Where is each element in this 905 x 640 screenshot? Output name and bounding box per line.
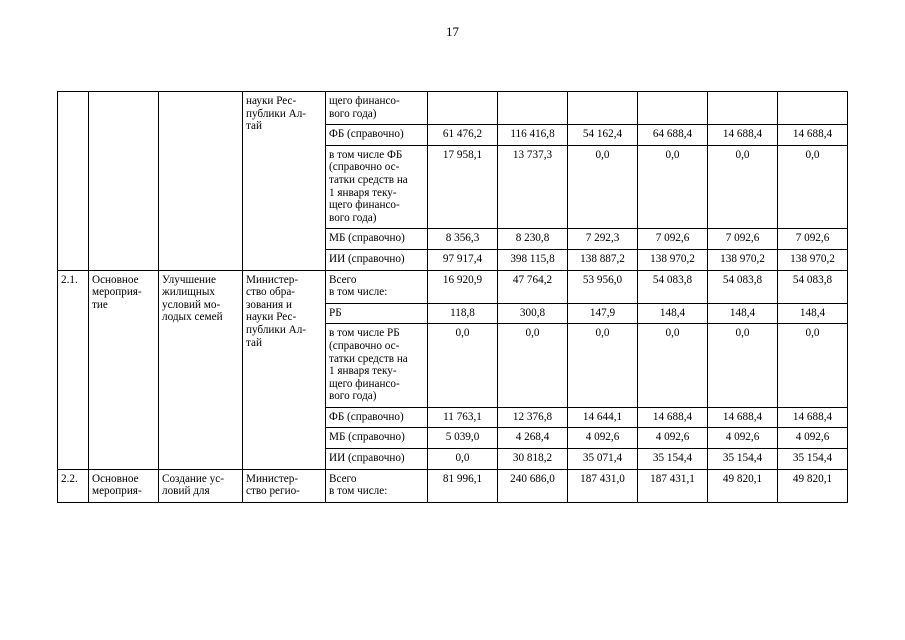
funding-source-cell-line: в том числе РБ	[329, 327, 400, 340]
executor-cell-line: публики Ал-	[246, 107, 307, 120]
activity-name-cell-line: ловий для	[162, 485, 210, 498]
value-cell: 398 115,8	[498, 249, 568, 270]
activity-type-cell-line: Основное	[92, 472, 139, 485]
activity-name-cell	[159, 270, 243, 469]
funding-source-cell	[326, 469, 428, 502]
executor-cell	[243, 92, 326, 271]
funding-source-cell-line: (справочно ос-	[329, 339, 400, 352]
executor-cell-line: публики Ал-	[246, 323, 307, 336]
value-cell: 14 644,1	[568, 407, 638, 428]
funding-source-cell-line: щего финансо-	[329, 199, 400, 212]
value-cell: 138 887,2	[568, 249, 638, 270]
value-cell: 0,0	[778, 324, 848, 408]
value-cell: 0,0	[568, 145, 638, 229]
activity-name-cell-line: жилищных	[162, 286, 215, 299]
value-cell: 7 092,6	[638, 229, 708, 250]
value-cell: 4 268,4	[498, 428, 568, 449]
executor-cell-line: зования и	[246, 298, 292, 311]
value-cell: 138 970,2	[708, 249, 778, 270]
value-cell: 147,9	[568, 303, 638, 324]
value-cell: 11 763,1	[428, 407, 498, 428]
executor-cell-line: науки Рес-	[246, 95, 297, 107]
value-cell: 0,0	[428, 324, 498, 408]
value-cell: 138 970,2	[638, 249, 708, 270]
funding-source-cell	[326, 125, 428, 146]
table-row	[58, 469, 848, 502]
value-cell: 0,0	[498, 324, 568, 408]
value-cell: 0,0	[638, 145, 708, 229]
value-cell: 148,4	[778, 303, 848, 324]
row-number-cell	[58, 92, 89, 271]
value-cell: 187 431,0	[568, 469, 638, 502]
value-cell: 7 292,3	[568, 229, 638, 250]
value-cell: 0,0	[638, 324, 708, 408]
value-cell: 240 686,0	[498, 469, 568, 502]
table-row	[58, 92, 848, 125]
activity-name-cell	[159, 469, 243, 502]
funding-source-cell	[326, 407, 428, 428]
value-cell	[568, 92, 638, 125]
value-cell: 4 092,6	[778, 428, 848, 449]
value-cell	[638, 92, 708, 125]
value-cell: 97 917,4	[428, 249, 498, 270]
executor-cell-line: ство регио-	[246, 485, 300, 498]
value-cell: 0,0	[568, 324, 638, 408]
value-cell: 54 083,8	[778, 270, 848, 303]
funding-source-cell-line: (справочно ос-	[329, 161, 400, 174]
funding-source-cell-line: в том числе ФБ	[329, 148, 403, 161]
value-cell: 47 764,2	[498, 270, 568, 303]
value-cell: 118,8	[428, 303, 498, 324]
value-cell: 8 230,8	[498, 229, 568, 250]
funding-source-cell-line: вого года)	[329, 107, 377, 120]
value-cell: 35 154,4	[778, 449, 848, 470]
value-cell	[428, 92, 498, 125]
funding-source-cell-line: ИИ (справочно)	[329, 252, 405, 265]
executor-cell-line: тай	[246, 336, 262, 349]
executor-cell-line: Министер-	[246, 472, 299, 485]
value-cell: 187 431,1	[638, 469, 708, 502]
value-cell: 8 356,3	[428, 229, 498, 250]
value-cell: 13 737,3	[498, 145, 568, 229]
value-cell	[778, 92, 848, 125]
value-cell: 81 996,1	[428, 469, 498, 502]
budget-table	[57, 91, 848, 503]
value-cell: 4 092,6	[638, 428, 708, 449]
value-cell: 0,0	[778, 145, 848, 229]
funding-source-cell	[326, 428, 428, 449]
value-cell: 7 092,6	[708, 229, 778, 250]
funding-source-cell-line: в том числе:	[329, 286, 388, 299]
value-cell: 61 476,2	[428, 125, 498, 146]
value-cell: 49 820,1	[708, 469, 778, 502]
funding-source-cell-line: ИИ (справочно)	[329, 452, 405, 465]
value-cell: 14 688,4	[778, 407, 848, 428]
value-cell: 35 071,4	[568, 449, 638, 470]
executor-cell-line: Министер-	[246, 273, 299, 286]
value-cell: 30 818,2	[498, 449, 568, 470]
value-cell: 4 092,6	[568, 428, 638, 449]
value-cell: 64 688,4	[638, 125, 708, 146]
funding-source-cell	[326, 249, 428, 270]
activity-name-cell-line: Создание ус-	[162, 472, 224, 485]
activity-name-cell-line: Улучшение	[162, 273, 216, 286]
value-cell: 54 083,8	[638, 270, 708, 303]
activity-type-cell-line: мероприя-	[92, 485, 142, 498]
row-number-cell: 2.1.	[58, 270, 89, 469]
funding-source-cell-line: МБ (справочно)	[329, 232, 405, 245]
funding-source-cell-line: щего финансо-	[329, 95, 400, 107]
value-cell	[498, 92, 568, 125]
funding-source-cell-line: ФБ (справочно)	[329, 128, 404, 141]
funding-source-cell	[326, 229, 428, 250]
value-cell: 0,0	[428, 449, 498, 470]
value-cell: 14 688,4	[708, 125, 778, 146]
activity-type-cell-line: мероприя-	[92, 286, 142, 299]
value-cell: 49 820,1	[778, 469, 848, 502]
funding-source-cell-line: вого года)	[329, 211, 377, 224]
activity-type-cell	[89, 469, 159, 502]
executor-cell-line: тай	[246, 120, 262, 133]
activity-name-cell	[159, 92, 243, 271]
funding-source-cell	[326, 92, 428, 125]
funding-source-cell	[326, 324, 428, 408]
funding-source-cell-line: татки средств на	[329, 352, 408, 365]
value-cell: 35 154,4	[638, 449, 708, 470]
activity-type-cell-line: тие	[92, 298, 108, 311]
funding-source-cell-line: 1 января теку-	[329, 186, 397, 199]
funding-source-cell-line: Всего	[329, 472, 357, 485]
value-cell: 14 688,4	[778, 125, 848, 146]
executor-cell-line: ство обра-	[246, 286, 296, 299]
funding-source-cell-line: РБ	[329, 306, 342, 319]
value-cell: 54 162,4	[568, 125, 638, 146]
value-cell: 300,8	[498, 303, 568, 324]
value-cell: 54 083,8	[708, 270, 778, 303]
value-cell: 12 376,8	[498, 407, 568, 428]
value-cell: 16 920,9	[428, 270, 498, 303]
budget-table-body	[58, 92, 848, 503]
page-number: 17	[446, 24, 459, 39]
executor-cell	[243, 270, 326, 469]
value-cell: 0,0	[708, 324, 778, 408]
executor-cell	[243, 469, 326, 502]
value-cell: 5 039,0	[428, 428, 498, 449]
value-cell	[708, 92, 778, 125]
funding-source-cell-line: вого года)	[329, 390, 377, 403]
funding-source-cell	[326, 449, 428, 470]
funding-source-cell-line: в том числе:	[329, 485, 388, 498]
value-cell: 7 092,6	[778, 229, 848, 250]
funding-source-cell	[326, 270, 428, 303]
value-cell: 14 688,4	[708, 407, 778, 428]
funding-source-cell-line: МБ (справочно)	[329, 431, 405, 444]
funding-source-cell-line: 1 января теку-	[329, 365, 397, 378]
value-cell: 35 154,4	[708, 449, 778, 470]
funding-source-cell-line: Всего	[329, 273, 357, 286]
value-cell: 148,4	[708, 303, 778, 324]
value-cell: 53 956,0	[568, 270, 638, 303]
funding-source-cell	[326, 303, 428, 324]
activity-type-cell	[89, 92, 159, 271]
value-cell: 0,0	[708, 145, 778, 229]
funding-source-cell	[326, 145, 428, 229]
table-row	[58, 270, 848, 303]
value-cell: 14 688,4	[638, 407, 708, 428]
executor-cell-line: науки Рес-	[246, 311, 297, 324]
activity-type-cell-line: Основное	[92, 273, 139, 286]
value-cell: 116 416,8	[498, 125, 568, 146]
value-cell: 148,4	[638, 303, 708, 324]
value-cell: 138 970,2	[778, 249, 848, 270]
value-cell: 17 958,1	[428, 145, 498, 229]
funding-source-cell-line: татки средств на	[329, 173, 408, 186]
funding-source-cell-line: ФБ (справочно)	[329, 410, 404, 423]
activity-type-cell	[89, 270, 159, 469]
value-cell: 4 092,6	[708, 428, 778, 449]
activity-name-cell-line: условий мо-	[162, 298, 221, 311]
row-number-cell: 2.2.	[58, 469, 89, 502]
activity-name-cell-line: лодых семей	[162, 311, 223, 324]
funding-source-cell-line: щего финансо-	[329, 377, 400, 390]
